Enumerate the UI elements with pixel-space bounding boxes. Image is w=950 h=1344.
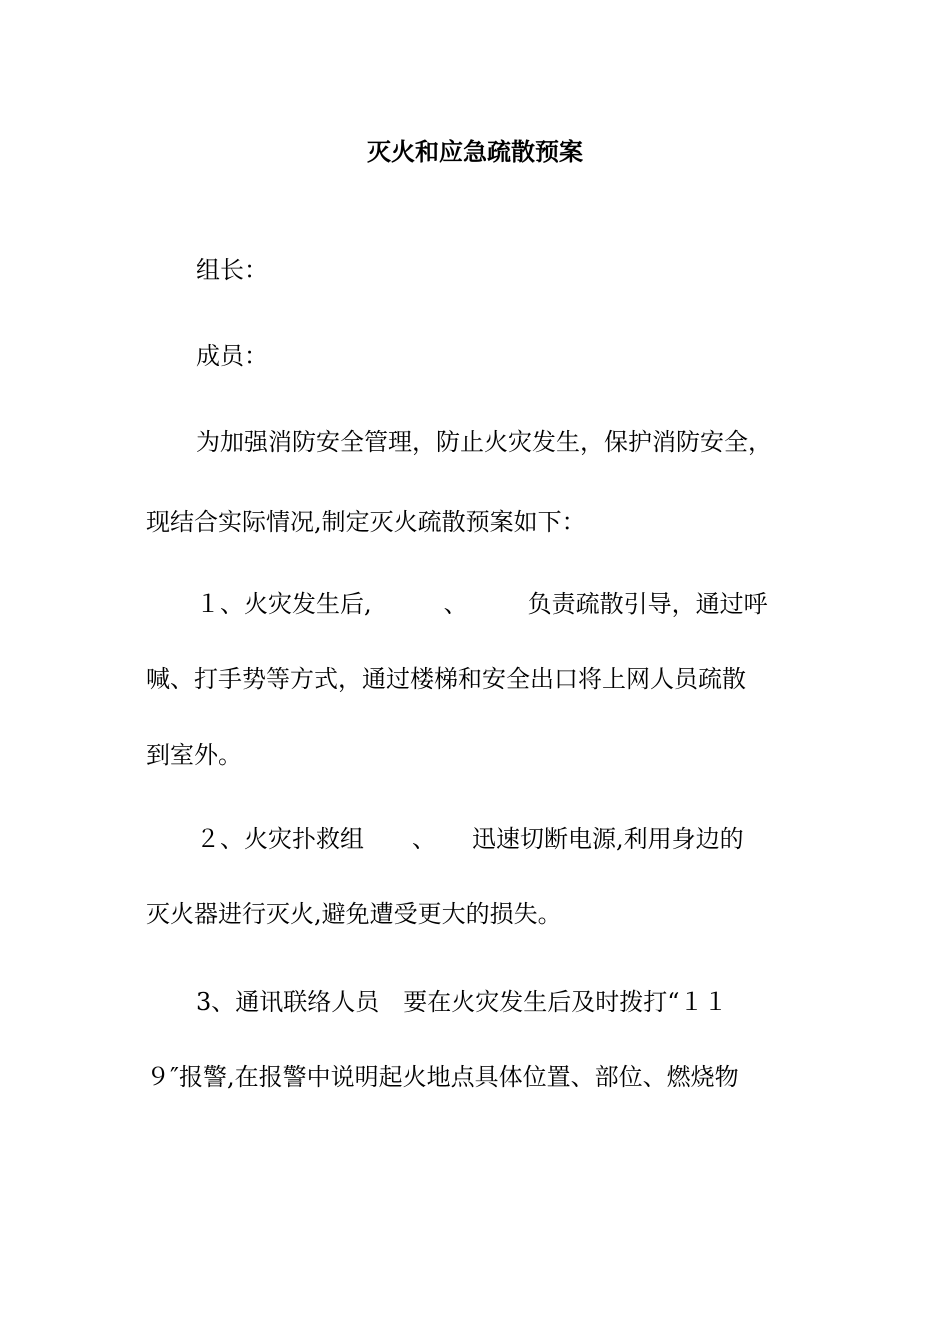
item2-line-1: ２、火灾扑救组 、 迅速切断电源,利用身边的: [196, 825, 744, 853]
members-label: 成员：: [196, 342, 268, 370]
item3-line-1: 3、通讯联络人员 要在火灾发生后及时拨打“１１: [196, 988, 728, 1016]
intro-line-1: 为加强消防安全管理，防止火灾发生，保护消防安全，: [196, 428, 772, 456]
item1-line-1: １、火灾发生后, 、 负责疏散引导，通过呼: [196, 590, 768, 618]
item1-line-2: 喊、打手势等方式，通过楼梯和安全出口将上网人员疏散: [146, 665, 746, 693]
document-title: 灭火和应急疏散预案: [367, 137, 583, 166]
item3-line-2: ９″报警,在报警中说明起火地点具体位置、部位、燃烧物: [146, 1063, 739, 1091]
intro-line-2: 现结合实际情况,制定灭火疏散预案如下：: [146, 508, 586, 536]
item1-line-3: 到室外。: [146, 741, 242, 769]
leader-label: 组长：: [196, 256, 268, 284]
item2-line-2: 灭火器进行灭火,避免遭受更大的损失。: [146, 900, 562, 928]
